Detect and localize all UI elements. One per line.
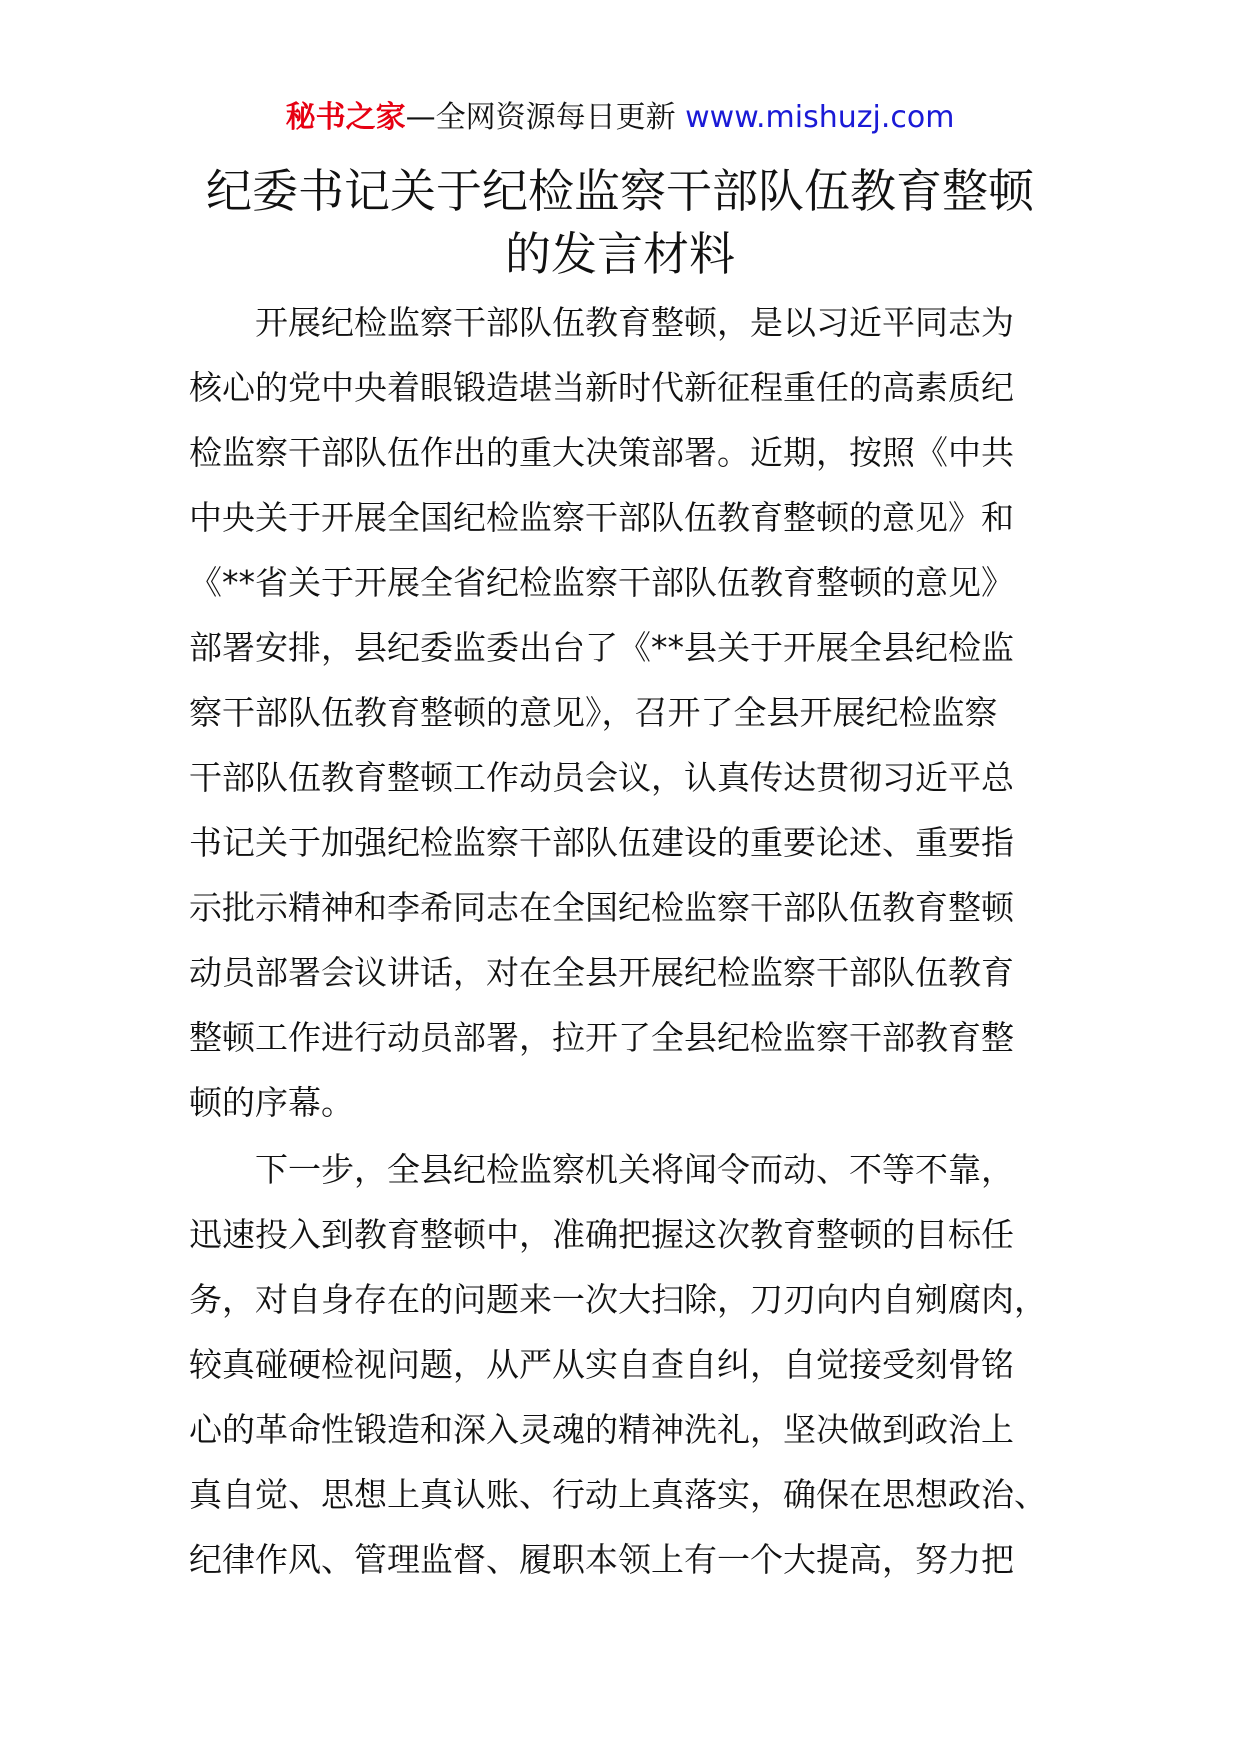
text-line: 较真碰硬检视问题，从严从实自查自纠，自觉接受刻骨铭	[189, 1345, 1014, 1384]
text-line: 核心的党中央着眼锻造堪当新时代新征程重任的高素质纪	[189, 368, 1014, 407]
document-body	[189, 290, 1059, 1592]
text-line: 心的革命性锻造和深入灵魂的精神洗礼，坚决做到政治上	[189, 1410, 1014, 1449]
text-line: 书记关于加强纪检监察干部队伍建设的重要论述、重要指	[189, 823, 1014, 862]
text-line: 顿的序幕。	[189, 1083, 354, 1122]
title-line-2: 的发言材料	[505, 227, 735, 281]
paragraph-2	[189, 1137, 1059, 1592]
banner-brand: 秘书之家	[285, 100, 406, 135]
text-line: 《**省关于开展全省纪检监察干部队伍教育整顿的意见》	[189, 563, 1014, 602]
text-line: 检监察干部队伍作出的重大决策部署。近期，按照《中共	[189, 433, 1014, 472]
text-line: 迅速投入到教育整顿中，准确把握这次教育整顿的目标任	[189, 1215, 1014, 1254]
text-line: 示批示精神和李希同志在全国纪检监察干部队伍教育整顿	[189, 888, 1014, 927]
text-line: 下一步，全县纪检监察机关将闻令而动、不等不靠，	[255, 1150, 1014, 1189]
site-banner	[0, 98, 1240, 138]
text-line: 整顿工作进行动员部署，拉开了全县纪检监察干部教育整	[189, 1018, 1014, 1057]
text-line: 动员部署会议讲话，对在全县开展纪检监察干部队伍教育	[189, 953, 1014, 992]
title-line-1: 纪委书记关于纪检监察干部队伍教育整顿	[206, 164, 1034, 218]
text-line: 开展纪检监察干部队伍教育整顿，是以习近平同志为	[255, 303, 1014, 342]
banner-site-url[interactable]: www.mishuzj.com	[685, 100, 955, 135]
text-line: 干部队伍教育整顿工作动员会议，认真传达贯彻习近平总	[189, 758, 1014, 797]
text-line: 纪律作风、管理监督、履职本领上有一个大提高，努力把	[189, 1540, 1014, 1579]
text-line: 务，对自身存在的问题来一次大扫除，刀刃向内自剜腐肉，	[189, 1280, 1047, 1319]
document-title	[150, 160, 1090, 286]
text-line: 部署安排，县纪委监委出台了《**县关于开展全县纪检监	[189, 628, 1014, 667]
banner-tagline: —全网资源每日更新	[405, 100, 686, 135]
text-line: 真自觉、思想上真认账、行动上真落实，确保在思想政治、	[189, 1475, 1047, 1514]
text-line: 察干部队伍教育整顿的意见》，召开了全县开展纪检监察	[189, 693, 998, 732]
text-line: 中央关于开展全国纪检监察干部队伍教育整顿的意见》和	[189, 498, 1014, 537]
paragraph-1	[189, 290, 1059, 1135]
